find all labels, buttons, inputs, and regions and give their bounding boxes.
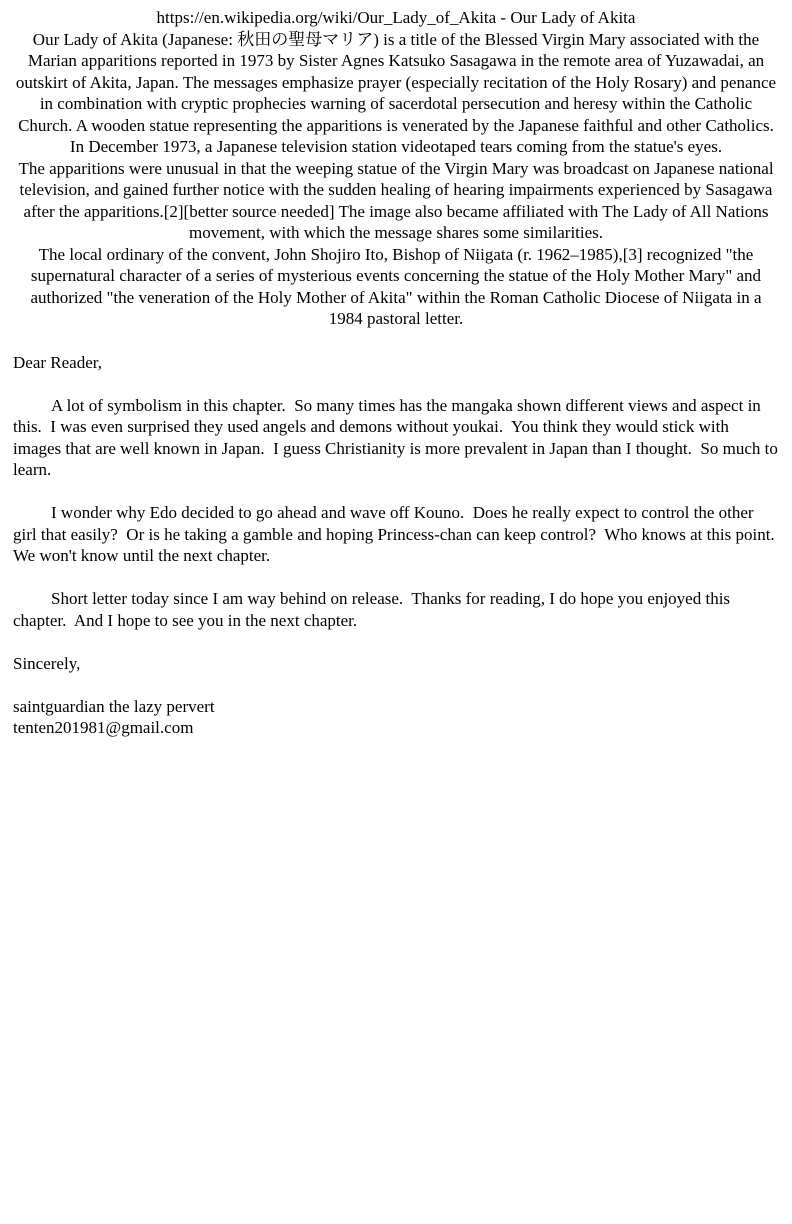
wiki-excerpt-section bbox=[13, 7, 779, 330]
letter-paragraph-2: I wonder why Edo decided to go ahead and wave off Kouno. Does he really expect to control the other girl that easily? Or is he taking a gamble and hoping Princess-chan can keep control? Who knows at this point. We won't know until the next chapter. bbox=[13, 503, 783, 565]
signature-block bbox=[13, 696, 779, 739]
wiki-paragraph-3: The local ordinary of the convent, John Shojiro Ito, Bishop of Niigata (r. 1962–1985),[3] recognized "the supernatural character of a series of mysterious events concerning the statue of the Holy Mother Mary" and authorized "the veneration of the Holy Mother of Akita" within the Roman Catholic Diocese of Niigata in a 1984 pastoral letter. bbox=[30, 244, 766, 328]
letter-paragraph-1: A lot of symbolism in this chapter. So many times has the mangaka shown different views and aspect in this. I was even surprised they used angels and demons without youkai. You think they would stick with images that are well known in Japan. I guess Christianity is more prevalent in Japan than I thought. So much to learn. bbox=[13, 395, 783, 479]
source-url-line: https://en.wikipedia.org/wiki/Our_Lady_of_Akita - Our Lady of Akita bbox=[156, 8, 636, 27]
signature-name: saintguardian the lazy pervert bbox=[13, 696, 215, 716]
signature-email: tenten201981@gmail.com bbox=[13, 718, 194, 737]
wiki-paragraph-2: The apparitions were unusual in that the weeping statue of the Virgin Mary was broadcast on Japanese national television, and gained further notice with the sudden healing of hearing impairments experienced by Sasagawa after the apparitions.[2][better source needed] The image also became affiliated with The Lady of All Nations movement, with which the message shares some similarities. bbox=[18, 158, 778, 242]
letter-salutation: Dear Reader, bbox=[13, 352, 102, 372]
letter-paragraph-3: Short letter today since I am way behind on release. Thanks for reading, I do hope you enjoyed this chapter. And I hope to see you in the next chapter. bbox=[13, 589, 735, 630]
reader-letter-section bbox=[13, 352, 783, 739]
letter-closing: Sincerely, bbox=[13, 653, 81, 673]
wiki-paragraph-1: Our Lady of Akita (Japanese: 秋田の聖母マリア) is a title of the Blessed Virgin Mary associated with the Marian apparitions reported in 1973 by Sister Agnes Katsuko Sasagawa in the remote area of Yuzawadai, an outskirt of Akita, Japan. The messages emphasize prayer (especially recitation of the Holy Rosary) and penance in combination with cryptic prophecies warning of sacerdotal persecution and heresy within the Catholic Church. A wooden statue representing the apparitions is venerated by the Japanese faithful and other Catholics. In December 1973, a Japanese television station videotaped tears coming from the statue's eyes. bbox=[15, 29, 781, 156]
